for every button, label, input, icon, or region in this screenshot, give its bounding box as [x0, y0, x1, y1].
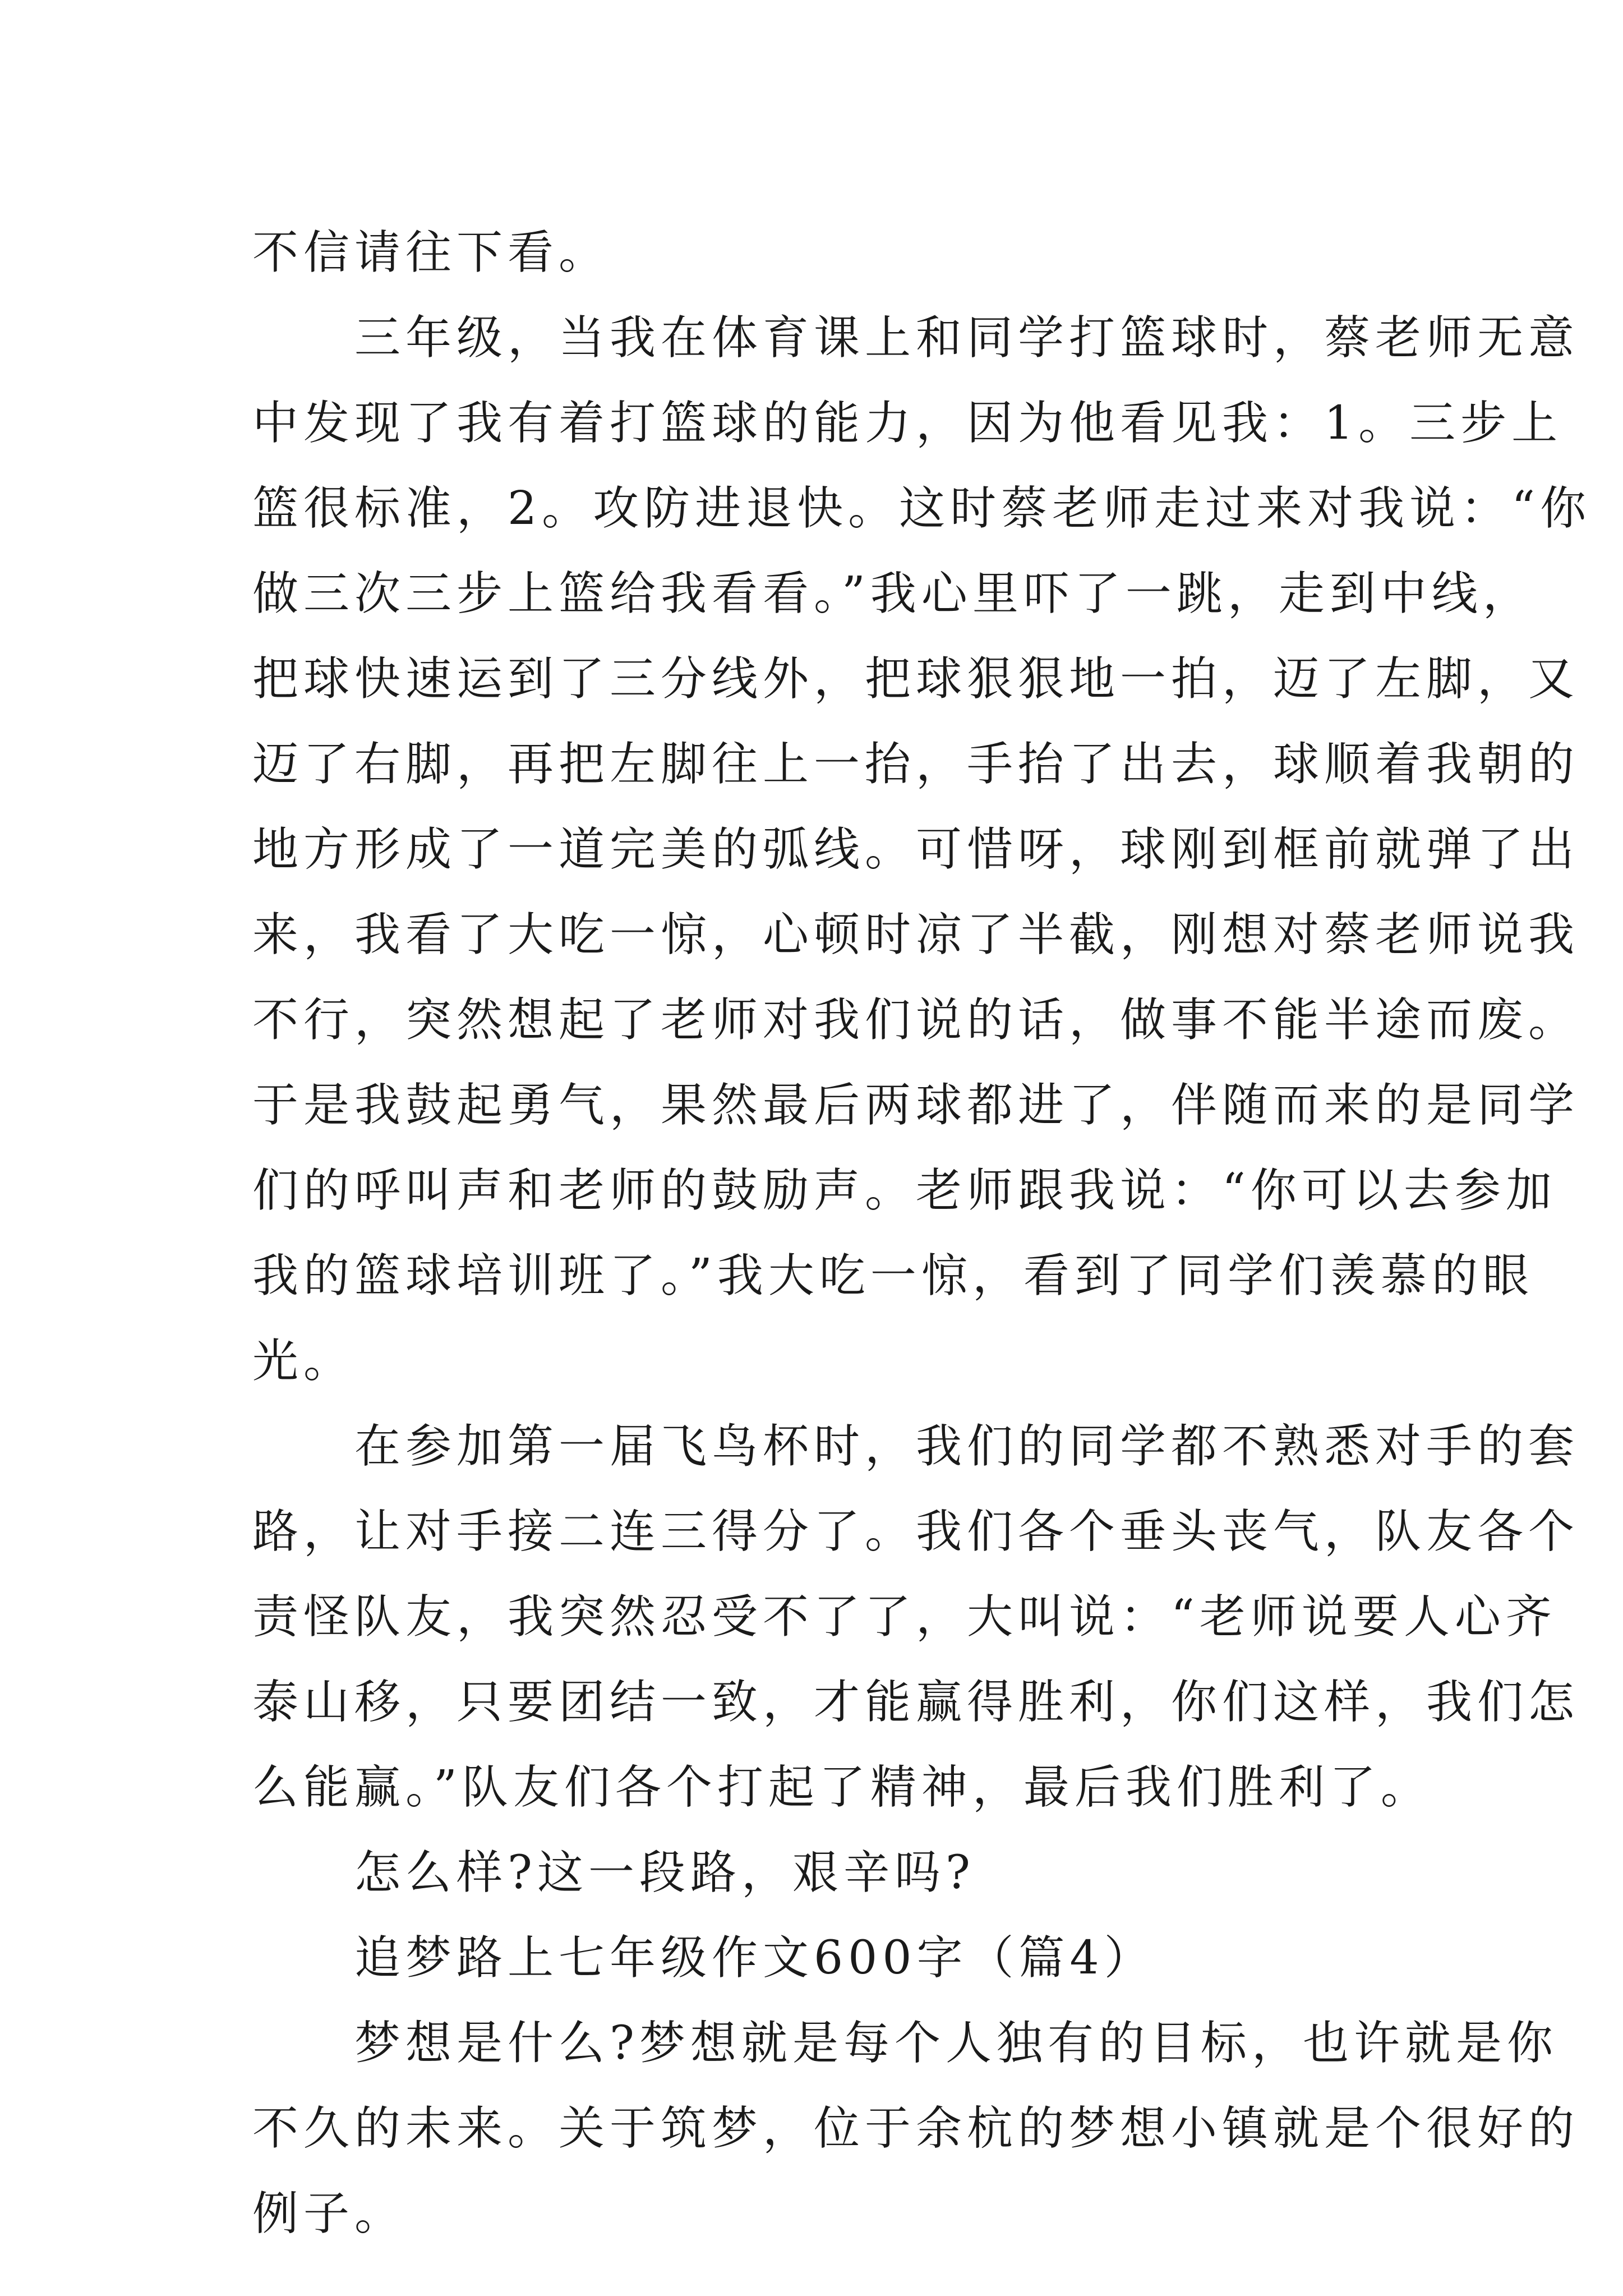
- text-line: 怎么样?这一段路，艰辛吗?: [252, 1846, 975, 1899]
- text-line: 把球快速运到了三分线外，把球狠狠地一拍，迈了左脚，又: [252, 652, 1580, 706]
- text-line: 不行，突然想起了老师对我们说的话，做事不能半途而废。: [252, 993, 1580, 1047]
- text-line: 迈了右脚，再把左脚往上一抬，手抬了出去，球顺着我朝的: [252, 738, 1580, 791]
- text-line: 不久的未来。关于筑梦，位于余杭的梦想小镇就是个很好的: [252, 2102, 1580, 2155]
- text-line: 例子。: [252, 2187, 406, 2240]
- text-line: 我的篮球培训班了。”我大吃一惊，看到了同学们羡慕的眼: [252, 1249, 1534, 1303]
- section-heading: 追梦路上七年级作文600字（篇4）: [252, 1931, 1155, 1985]
- text-line: 中发现了我有着打篮球的能力，因为他看见我：1。三步上: [252, 397, 1563, 450]
- document-body: [252, 210, 1592, 2257]
- text-line: 做三次三步上篮给我看看。”我心里吓了一跳，走到中线，: [252, 567, 1534, 620]
- text-line: 在参加第一届飞鸟杯时，我们的同学都不熟悉对手的套: [252, 1420, 1580, 1473]
- text-line: 不信请往下看。: [252, 226, 610, 279]
- text-line: 来，我看了大吃一惊，心顿时凉了半截，刚想对蔡老师说我: [252, 908, 1580, 961]
- text-line: 责怪队友，我突然忍受不了了，大叫说：“老师说要人心齐: [252, 1590, 1557, 1644]
- text-line: 们的呼叫声和老师的鼓励声。老师跟我说：“你可以去参加: [252, 1164, 1557, 1217]
- text-line: 么能赢。”队友们各个打起了精神，最后我们胜利了。: [252, 1761, 1432, 1814]
- text-line: 梦想是什么?梦想就是每个人独有的目标，也许就是你: [252, 2017, 1558, 2070]
- text-line: 于是我鼓起勇气，果然最后两球都进了，伴随而来的是同学: [252, 1079, 1580, 1132]
- text-line: 三年级，当我在体育课上和同学打篮球时，蔡老师无意: [252, 311, 1580, 365]
- text-line: 光。: [252, 1335, 355, 1388]
- text-line: 篮很标准，2。攻防进退快。这时蔡老师走过来对我说：“你: [252, 482, 1592, 535]
- text-line: 泰山移，只要团结一致，才能赢得胜利，你们这样，我们怎: [252, 1676, 1580, 1729]
- text-line: 路，让对手接二连三得分了。我们各个垂头丧气，队友各个: [252, 1505, 1580, 1558]
- text-line: 地方形成了一道完美的弧线。可惜呀，球刚到框前就弹了出: [252, 823, 1580, 876]
